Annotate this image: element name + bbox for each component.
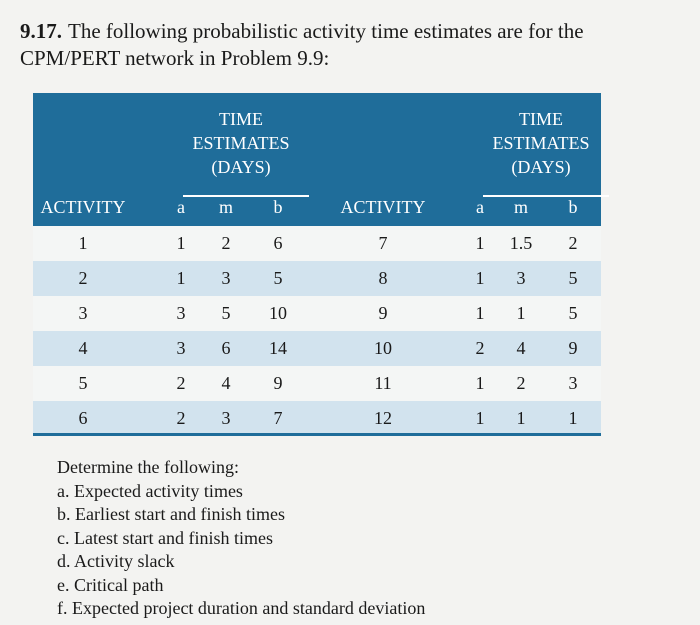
table-row [33, 226, 601, 261]
cell-b: 7 [273, 408, 283, 428]
cell-activity: 3 [78, 303, 88, 323]
cell-b: 1 [568, 408, 578, 428]
cell-activity: 12 [374, 408, 392, 428]
cell-a: 1 [475, 268, 485, 288]
cell-activity: 6 [78, 408, 88, 428]
header-activity-right: ACTIVITY [340, 197, 426, 217]
header-b-left: b [273, 197, 283, 217]
cell-activity: 8 [378, 268, 388, 288]
cell-m: 1 [516, 408, 526, 428]
cell-b: 3 [568, 373, 578, 393]
table-row [33, 296, 601, 331]
problem-statement [20, 18, 680, 72]
left-group-title-line1: TIME [219, 109, 263, 129]
cell-b: 14 [269, 338, 287, 358]
cell-a: 2 [176, 408, 186, 428]
cell-m: 4 [516, 338, 526, 358]
cell-activity: 7 [378, 233, 388, 253]
cell-b: 2 [568, 233, 578, 253]
cell-m: 2 [221, 233, 231, 253]
problem-number: 9.17. [20, 19, 62, 43]
cell-a: 3 [176, 303, 186, 323]
header-a-right: a [476, 197, 484, 217]
right-group-title-line1: TIME [519, 109, 563, 129]
question-item: f. Expected project duration and standard deviation [57, 598, 426, 618]
cell-b: 5 [568, 303, 578, 323]
table-row [33, 261, 601, 296]
activity-time-table [33, 93, 601, 436]
table-row [33, 331, 601, 366]
cell-a: 1 [475, 373, 485, 393]
cell-a: 2 [475, 338, 485, 358]
cell-activity: 5 [78, 373, 88, 393]
question-item: a. Expected activity times [57, 480, 243, 501]
right-group-title-line2: ESTIMATES [492, 133, 590, 153]
right-group-title [471, 107, 611, 179]
cell-m: 3 [221, 408, 231, 428]
table-row [33, 401, 601, 436]
cell-activity: 11 [374, 373, 392, 393]
left-group-title-line3: (DAYS) [211, 157, 271, 177]
cell-m: 2 [516, 373, 526, 393]
cell-a: 1 [176, 268, 186, 288]
cell-activity: 4 [78, 338, 88, 358]
left-group-rule [183, 195, 309, 197]
table-bottom-rule [33, 433, 601, 436]
cell-m: 3 [516, 268, 526, 288]
cell-m: 1 [516, 303, 526, 323]
cell-b: 10 [269, 303, 287, 323]
header-a-left: a [177, 197, 185, 217]
cell-b: 9 [273, 373, 283, 393]
cell-a: 1 [475, 233, 485, 253]
cell-b: 5 [568, 268, 578, 288]
cell-activity: 2 [78, 268, 88, 288]
cell-m: 1.5 [509, 233, 533, 253]
table-row [33, 366, 601, 401]
cell-activity: 10 [374, 338, 392, 358]
table-header [33, 93, 601, 226]
cell-activity: 1 [78, 233, 88, 253]
header-activity-left: ACTIVITY [40, 197, 126, 217]
left-group-title [171, 107, 311, 179]
header-b-right: b [568, 197, 578, 217]
left-group-title-line2: ESTIMATES [192, 133, 290, 153]
question-item: d. Activity slack [57, 551, 175, 571]
header-m-right: m [513, 197, 529, 217]
cell-a: 1 [176, 233, 186, 253]
questions-block [57, 456, 657, 621]
cell-a: 2 [176, 373, 186, 393]
cell-activity: 9 [378, 303, 388, 323]
cell-m: 6 [221, 338, 231, 358]
cell-m: 4 [221, 373, 231, 393]
cell-b: 5 [273, 268, 283, 288]
question-item: c. Latest start and finish times [57, 527, 273, 548]
problem-text: The following probabilistic activity time estimates are for the CPM/PERT network in Problem 9.9: [20, 19, 584, 70]
table-body [33, 226, 601, 436]
cell-a: 1 [475, 408, 485, 428]
cell-b: 6 [273, 233, 283, 253]
cell-m: 5 [221, 303, 231, 323]
cell-m: 3 [221, 268, 231, 288]
cell-a: 3 [176, 338, 186, 358]
cell-a: 1 [475, 303, 485, 323]
questions-intro: Determine the following: [57, 457, 239, 477]
header-m-left: m [218, 197, 234, 217]
right-group-title-line3: (DAYS) [511, 157, 571, 177]
question-item: b. Earliest start and finish times [57, 504, 285, 524]
question-item: e. Critical path [57, 574, 164, 595]
right-group-rule [483, 195, 609, 197]
cell-b: 9 [568, 338, 578, 358]
